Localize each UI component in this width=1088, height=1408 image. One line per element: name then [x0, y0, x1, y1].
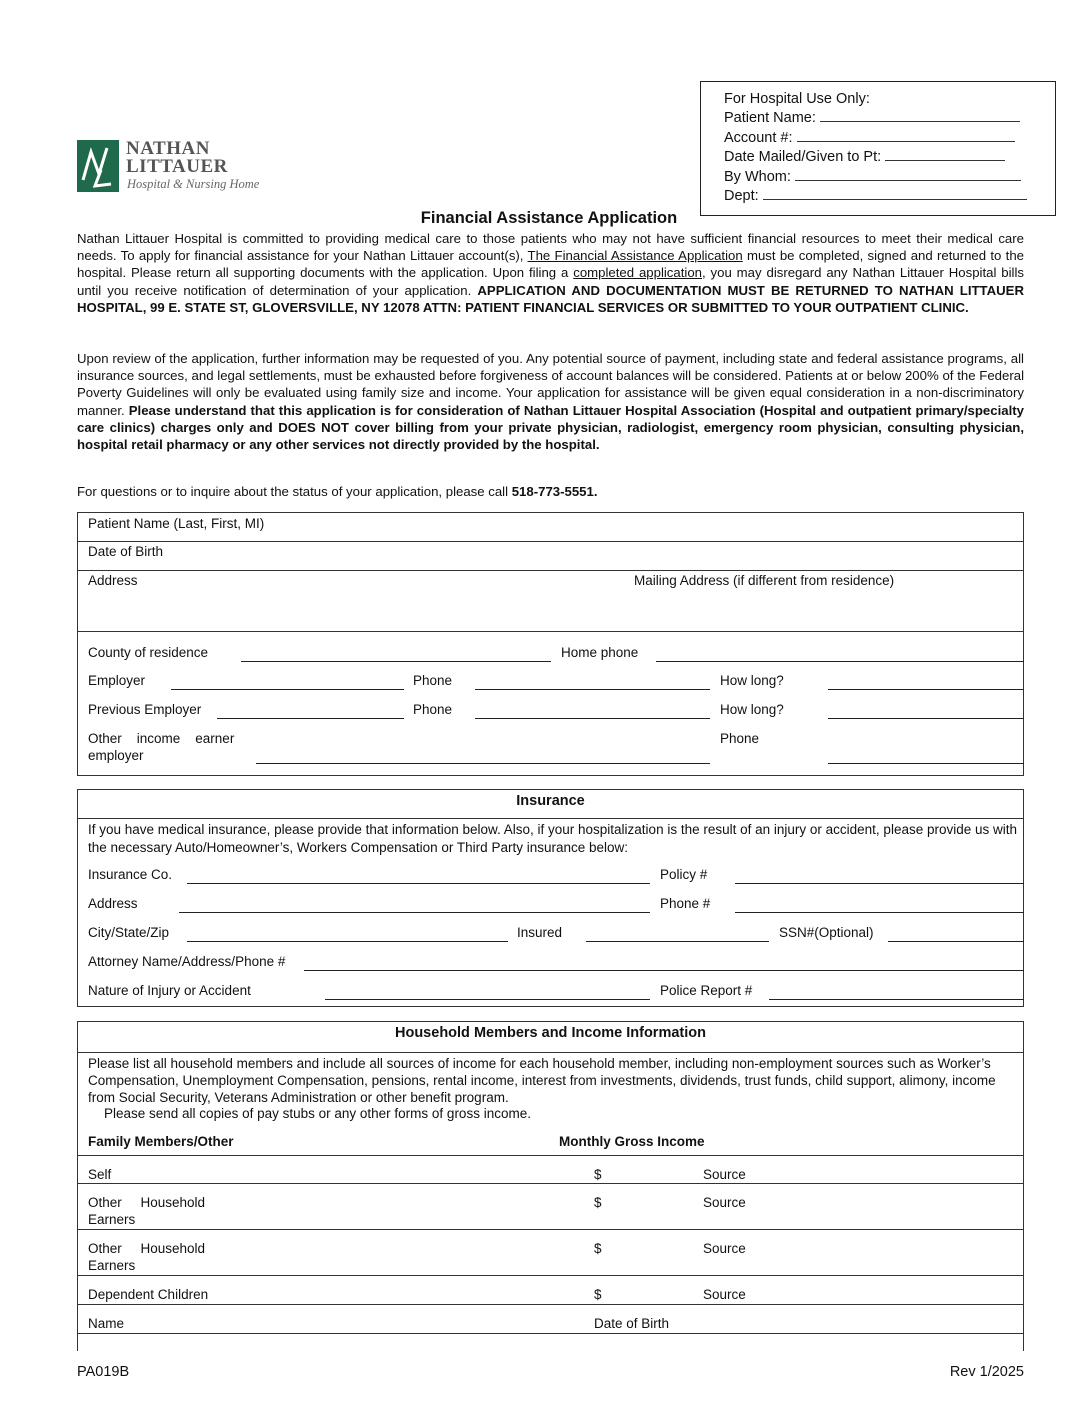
hospital-use-by-whom-field[interactable]	[795, 168, 1021, 181]
police-report-label: Police Report #	[660, 983, 753, 998]
hospital-use-box	[700, 81, 1056, 216]
household-row-other-earners-2-label: Other Household	[88, 1241, 206, 1256]
household-row-other-earners-2-source: Source	[703, 1241, 746, 1256]
household-row-self-label: Self	[88, 1167, 112, 1182]
page-title: Financial Assistance Application	[420, 209, 678, 227]
insurance-company-field[interactable]	[187, 883, 650, 884]
policy-number-label: Policy #	[660, 867, 708, 882]
household-row-other-earners-1-label-2: Earners	[88, 1212, 136, 1227]
intro-p1-underlined-1: The Financial Assistance Application	[527, 248, 743, 264]
city-state-zip-label: City/State/Zip	[88, 925, 170, 940]
monthly-income-column-header: Monthly Gross Income	[559, 1134, 705, 1149]
employer-how-long-field[interactable]	[828, 689, 1024, 690]
household-row-self-dollar: $	[594, 1167, 602, 1182]
date-of-birth-label: Date of Birth	[88, 544, 164, 559]
household-row-other-earners-2-dollar: $	[594, 1241, 602, 1256]
intro-p3-text: For questions or to inquire about the status of your application, please call	[77, 484, 512, 499]
attorney-field[interactable]	[304, 970, 1024, 971]
insurance-company-label: Insurance Co.	[88, 867, 173, 882]
hospital-use-by-whom-label: By Whom:	[724, 169, 791, 185]
household-row-dependents-source: Source	[703, 1287, 746, 1302]
other-income-earner-label-1: Other income earner	[88, 731, 235, 746]
household-table	[77, 1021, 1024, 1351]
hospital-use-patient-name-label: Patient Name:	[724, 110, 816, 126]
insurance-phone-label: Phone #	[660, 896, 711, 911]
police-report-field[interactable]	[769, 999, 1024, 1000]
other-income-earner-field[interactable]	[256, 763, 710, 764]
policy-number-field[interactable]	[735, 883, 1024, 884]
revision-date: Rev 1/2025	[949, 1364, 1024, 1380]
household-row-other-earners-1-source: Source	[703, 1195, 746, 1210]
intro-p1-text-a: Nathan Littauer Hospital is committed to providing medical care to those patients who may not have sufficient financial resources to meet their medical care needs. To apply for financial assistance for your Nathan Littauer account(s),	[77, 231, 1024, 264]
hospital-use-account-field[interactable]	[797, 129, 1015, 142]
mailing-address-label: Mailing Address (if different from residence)	[634, 573, 895, 588]
ssn-field[interactable]	[888, 941, 1024, 942]
home-phone-field[interactable]	[656, 661, 1024, 662]
previous-employer-phone-label: Phone	[413, 702, 453, 717]
hospital-use-title: For Hospital Use Only:	[724, 91, 870, 107]
household-row-other-earners-2-label-2: Earners	[88, 1258, 136, 1273]
previous-employer-label: Previous Employer	[88, 702, 202, 717]
insurance-instructions: If you have medical insurance, please provide that information below. Also, if your hospitalization is the result of an injury or accident, please provide us with the necessary Auto/Homeowner’s, Workers Compensation or Third Party insurance below:	[88, 822, 1018, 855]
intro-paragraph-1	[77, 230, 1024, 316]
employer-phone-field[interactable]	[475, 689, 710, 690]
logo-name-line2: LITTAUER	[126, 156, 228, 177]
insured-field[interactable]	[586, 941, 769, 942]
logo-tagline: Hospital & Nursing Home	[127, 177, 260, 191]
hospital-use-patient-name	[724, 109, 1020, 129]
household-row-other-earners-1-label: Other Household	[88, 1195, 206, 1210]
insured-label: Insured	[517, 925, 563, 940]
patient-name-label: Patient Name (Last, First, MI)	[88, 516, 265, 531]
employer-field[interactable]	[171, 689, 404, 690]
attorney-label: Attorney Name/Address/Phone #	[88, 954, 286, 969]
county-field[interactable]	[241, 661, 551, 662]
family-members-column-header: Family Members/Other	[88, 1134, 234, 1149]
employer-how-long-label: How long?	[720, 673, 784, 688]
logo-mark	[77, 140, 119, 192]
intro-p1-underlined-2: completed application	[573, 265, 702, 281]
logo-nl-icon	[77, 140, 119, 192]
other-income-phone-field[interactable]	[828, 763, 1024, 764]
household-instructions: Please list all household members and include all sources of income for each household member, including non-employment sources such as Worker’s Compensation, Unemployment Compensation, pensions, rental income, interest from investments, dividends, trust funds, child support, alimony, income from Social Security, Veterans Administration or other benefit program.	[88, 1056, 996, 1105]
previous-employer-how-long-field[interactable]	[828, 718, 1024, 719]
household-row-self-source: Source	[703, 1167, 746, 1182]
household-row-other-earners-1-dollar: $	[594, 1195, 602, 1210]
intro-p2-text: Upon review of the application, further information may be requested of you. Any potential source of payment, including state and federal assistance programs, all insurance sources, and legal settlements, must be exhausted before forgiveness of account balances will be considered. Patients at or below 200% of the Federal Poverty Guidelines will only be evaluated using family size and income. Your application for assistance will be given equal consideration in a non-discriminatory manner.	[77, 351, 1024, 418]
form-id: PA019B	[77, 1364, 130, 1380]
household-instructions-pay-stubs: Please send all copies of pay stubs or any other forms of gross income.	[104, 1106, 531, 1121]
intro-p1-text-c: , you may disregard any Nathan Littauer Hospital bills until you receive notification of determination of your application.	[77, 265, 1024, 298]
previous-employer-how-long-label: How long?	[720, 702, 784, 717]
injury-nature-field[interactable]	[325, 999, 650, 1000]
other-income-phone-label: Phone	[720, 731, 760, 746]
intro-p2-bold: Please understand that this application is for consideration of Nathan Littauer Hospital Association (Hospital and outpatient primary/specialty care clinics) charges only and DOES NOT cover billing from your private physician, radiologist, emergency room physician, consulting physician, hospital retail pharmacy or any other services not directly provided by the hospital.	[77, 402, 1024, 453]
ssn-label: SSN#(Optional)	[779, 925, 874, 940]
intro-p1-text-b: must be completed, signed and returned to the hospital. Please return all supporting documents with the application. Upon filing a	[77, 248, 1024, 281]
hospital-use-account-label: Account #:	[724, 130, 793, 146]
intro-paragraph-2	[77, 350, 1024, 453]
patient-info-table	[77, 512, 1024, 776]
previous-employer-phone-field[interactable]	[475, 718, 710, 719]
insurance-address-field[interactable]	[179, 912, 650, 913]
hospital-use-patient-name-field[interactable]	[820, 109, 1020, 122]
home-phone-label: Home phone	[561, 645, 639, 660]
intro-paragraph-3	[77, 483, 1024, 500]
insurance-phone-field[interactable]	[735, 912, 1024, 913]
insurance-heading: Insurance	[516, 793, 585, 809]
household-heading: Household Members and Income Information	[395, 1025, 706, 1041]
intro-p1-bold: APPLICATION AND DOCUMENTATION MUST BE RETURNED TO NATHAN LITTAUER HOSPITAL, 99 E. STATE ST, GLOVERSVILLE, NY 12078 ATTN: PATIENT FINANCIAL SERVICES OR SUBMITTED TO YOUR OUTPATIENT CLINIC.	[77, 282, 1025, 315]
city-state-zip-field[interactable]	[187, 941, 508, 942]
employer-label: Employer	[88, 673, 146, 688]
household-row-dependents-label: Dependent Children	[88, 1287, 209, 1302]
hospital-use-dept-field[interactable]	[763, 187, 1027, 200]
address-label: Address	[88, 573, 138, 588]
hospital-use-account	[724, 129, 1015, 149]
hospital-use-date-mailed-field[interactable]	[885, 148, 1005, 161]
dependent-dob-label: Date of Birth	[594, 1316, 670, 1331]
hospital-use-date-mailed	[724, 148, 1005, 168]
insurance-table	[77, 789, 1024, 1007]
previous-employer-field[interactable]	[217, 718, 404, 719]
injury-nature-label: Nature of Injury or Accident	[88, 983, 251, 998]
dependent-name-label: Name	[88, 1316, 125, 1331]
employer-phone-label: Phone	[413, 673, 453, 688]
hospital-use-date-mailed-label: Date Mailed/Given to Pt:	[724, 149, 882, 165]
logo-name-line1: NATHAN	[126, 138, 210, 159]
contact-phone-number: 518-773-5551.	[511, 484, 598, 499]
insurance-address-label: Address	[88, 896, 138, 911]
other-income-earner-label-2: employer	[88, 748, 144, 763]
household-row-dependents-dollar: $	[594, 1287, 602, 1302]
hospital-use-by-whom	[724, 168, 1021, 188]
hospital-use-dept	[724, 187, 1027, 207]
county-label: County of residence	[88, 645, 209, 660]
hospital-use-dept-label: Dept:	[724, 188, 759, 204]
